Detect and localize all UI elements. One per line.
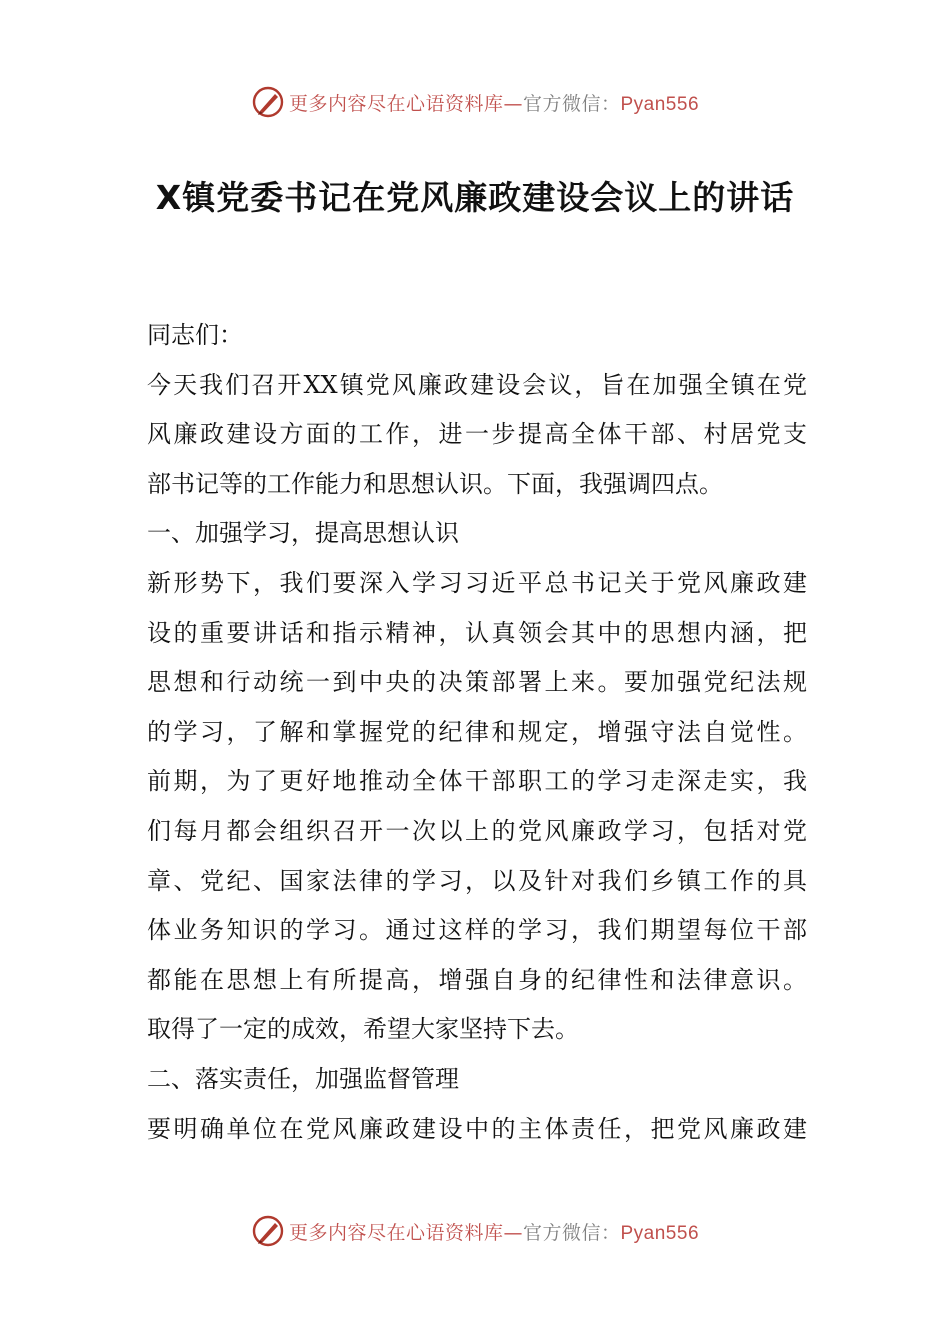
watermark-text [289,1218,699,1245]
body-line: 今天我们召开XX镇党风廉政建设会议，旨在加强全镇在党 [147,370,807,399]
salutation-line: 同志们： [147,321,243,349]
watermark-wechat-id: Pyan556 [620,93,700,115]
body-line: 都能在思想上有所提高，增强自身的纪律性和法律意识。 [147,965,807,994]
watermark-header [0,82,950,122]
body-line: 新形势下，我们要深入学习习近平总书记关于党风廉政建 [147,568,807,597]
watermark-text [289,89,699,116]
watermark-brand: 更多内容尽在心语资料库 [288,1221,504,1244]
body-line: 风廉政建设方面的工作，进一步提高全体干部、村居党支 [147,420,807,449]
body-line: 部书记等的工作能力和思想认识。下面，我强调四点。 [147,469,723,498]
watermark-dash: — [503,92,523,115]
body-line: 前期，为了更好地推动全体干部职工的学习走深走实，我 [147,767,807,796]
watermark-dash: — [503,1221,523,1244]
body-line: 的学习，了解和掌握党的纪律和规定，增强守法自觉性。 [147,717,807,746]
section-heading: 二、落实责任，加强监督管理 [147,1064,459,1093]
body-line: 思想和行动统一到中央的决策部署上来。要加强党纪法规 [147,668,807,697]
watermark-brand: 更多内容尽在心语资料库 [288,92,504,115]
body-line: 章、党纪、国家法律的学习，以及针对我们乡镇工作的具 [147,866,807,895]
body-line: 要明确单位在党风廉政建设中的主体责任，把党风廉政建 [147,1114,807,1143]
pen-logo-icon [251,1214,285,1248]
document-body [147,311,807,1154]
pen-logo-icon [251,85,285,119]
watermark-footer [0,1211,950,1251]
body-line: 设的重要讲话和指示精神，认真领会其中的思想内涵，把 [147,618,807,647]
document-title: X镇党委书记在党风廉政建设会议上的讲话 [155,178,795,217]
body-line: 体业务知识的学习。通过这样的学习，我们期望每位干部 [147,916,807,945]
section-heading: 一、加强学习，提高思想认识 [147,519,459,548]
body-line: 们每月都会组织召开一次以上的党风廉政学习，包括对党 [147,816,807,845]
watermark-wechat-label: 官方微信： [522,1221,621,1244]
body-line: 取得了一定的成效，希望大家坚持下去。 [147,1015,579,1044]
watermark-wechat-id: Pyan556 [620,1222,700,1244]
watermark-wechat-label: 官方微信： [522,92,621,115]
